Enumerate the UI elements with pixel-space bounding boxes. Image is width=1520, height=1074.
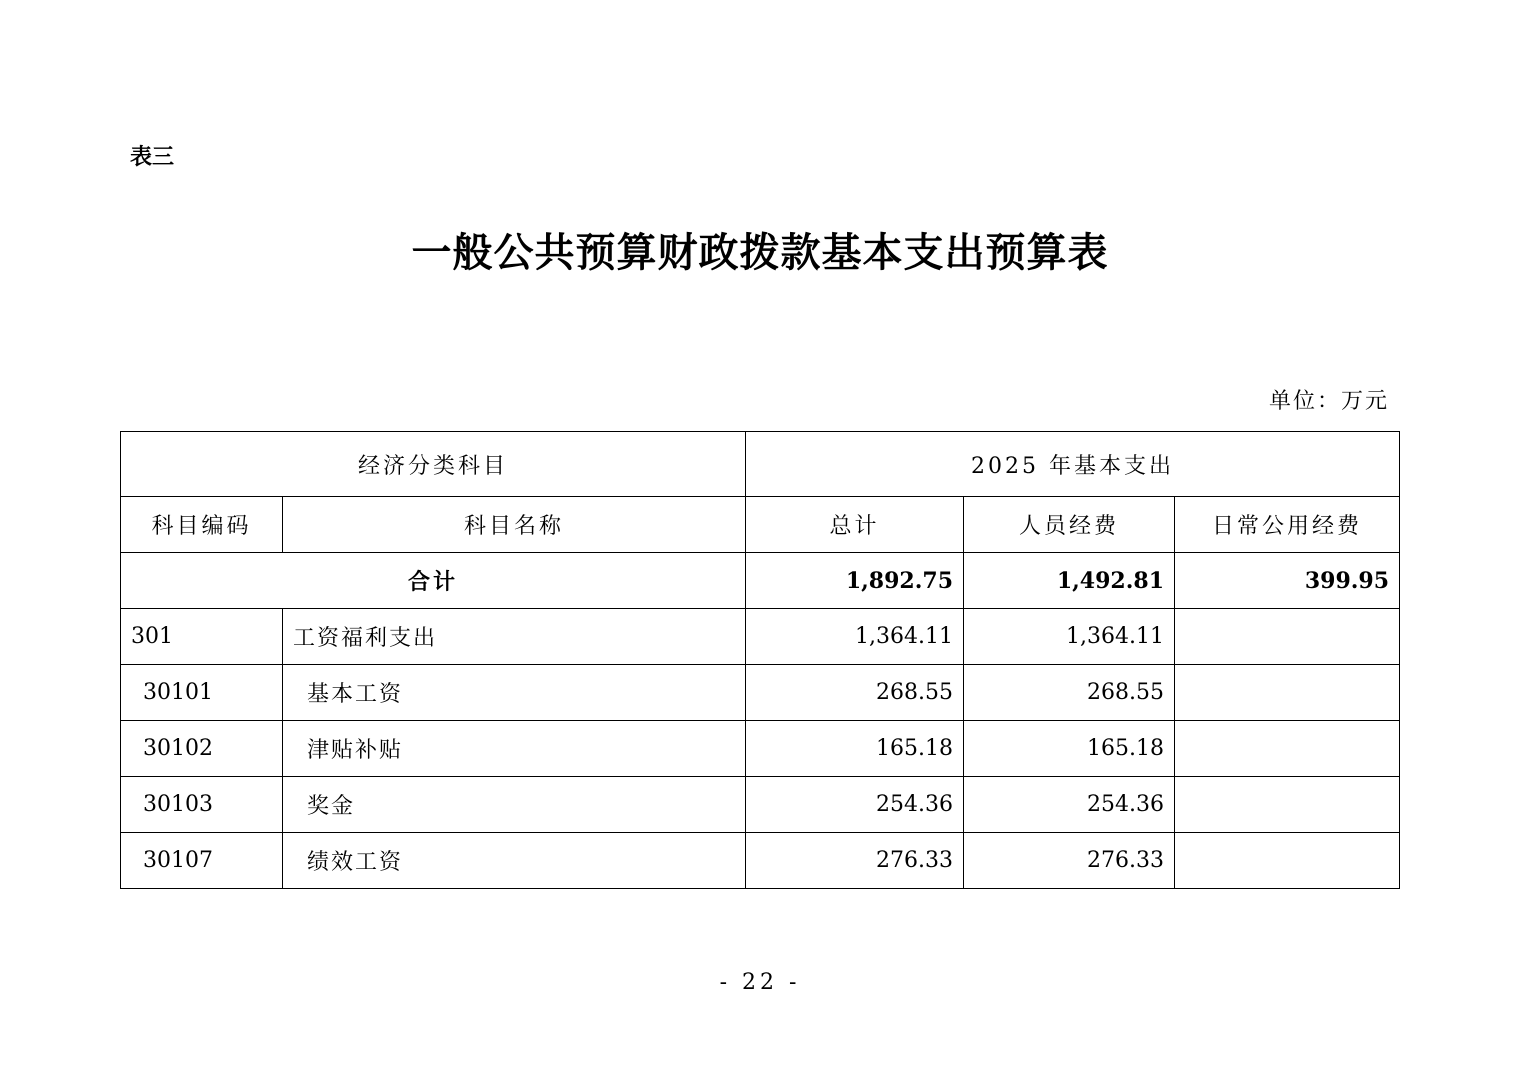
row-code: 30103 xyxy=(121,777,283,833)
summary-public: 399.95 xyxy=(1175,553,1400,609)
table-row xyxy=(121,721,1400,777)
summary-label: 合计 xyxy=(121,553,746,609)
summary-personnel: 1,492.81 xyxy=(964,553,1175,609)
header-basic-expenditure-year: 2025 年基本支出 xyxy=(746,432,1400,497)
table-label: 表三 xyxy=(130,145,175,170)
header-total: 总计 xyxy=(746,497,964,553)
table-row xyxy=(121,833,1400,889)
summary-total: 1,892.75 xyxy=(746,553,964,609)
row-code: 301 xyxy=(121,609,283,665)
header-economic-classification: 经济分类科目 xyxy=(121,432,746,497)
row-public xyxy=(1175,721,1400,777)
row-total: 268.55 xyxy=(746,665,964,721)
unit-note: 单位：万元 xyxy=(1268,389,1389,414)
row-public xyxy=(1175,777,1400,833)
header-row-groups xyxy=(121,432,1400,497)
row-name: 工资福利支出 xyxy=(283,609,746,665)
row-name: 基本工资 xyxy=(283,665,746,721)
row-personnel: 276.33 xyxy=(964,833,1175,889)
header-personnel: 人员经费 xyxy=(964,497,1175,553)
row-personnel: 1,364.11 xyxy=(964,609,1175,665)
header-name: 科目名称 xyxy=(283,497,746,553)
row-public xyxy=(1175,609,1400,665)
row-personnel: 165.18 xyxy=(964,721,1175,777)
page-title: 一般公共预算财政拨款基本支出预算表 xyxy=(411,229,1109,276)
row-personnel: 268.55 xyxy=(964,665,1175,721)
row-total: 1,364.11 xyxy=(746,609,964,665)
header-code: 科目编码 xyxy=(121,497,283,553)
row-public xyxy=(1175,833,1400,889)
row-name: 奖金 xyxy=(283,777,746,833)
row-code: 30101 xyxy=(121,665,283,721)
row-code: 30107 xyxy=(121,833,283,889)
summary-row xyxy=(121,553,1400,609)
row-total: 254.36 xyxy=(746,777,964,833)
header-row-columns xyxy=(121,497,1400,553)
row-public xyxy=(1175,665,1400,721)
row-total: 165.18 xyxy=(746,721,964,777)
row-personnel: 254.36 xyxy=(964,777,1175,833)
header-public: 日常公用经费 xyxy=(1175,497,1400,553)
budget-table xyxy=(120,431,1400,889)
table-row xyxy=(121,609,1400,665)
row-total: 276.33 xyxy=(746,833,964,889)
table-row xyxy=(121,665,1400,721)
table-row xyxy=(121,777,1400,833)
row-code: 30102 xyxy=(121,721,283,777)
row-name: 绩效工资 xyxy=(283,833,746,889)
page-number: - 22 - xyxy=(719,970,801,995)
row-name: 津贴补贴 xyxy=(283,721,746,777)
